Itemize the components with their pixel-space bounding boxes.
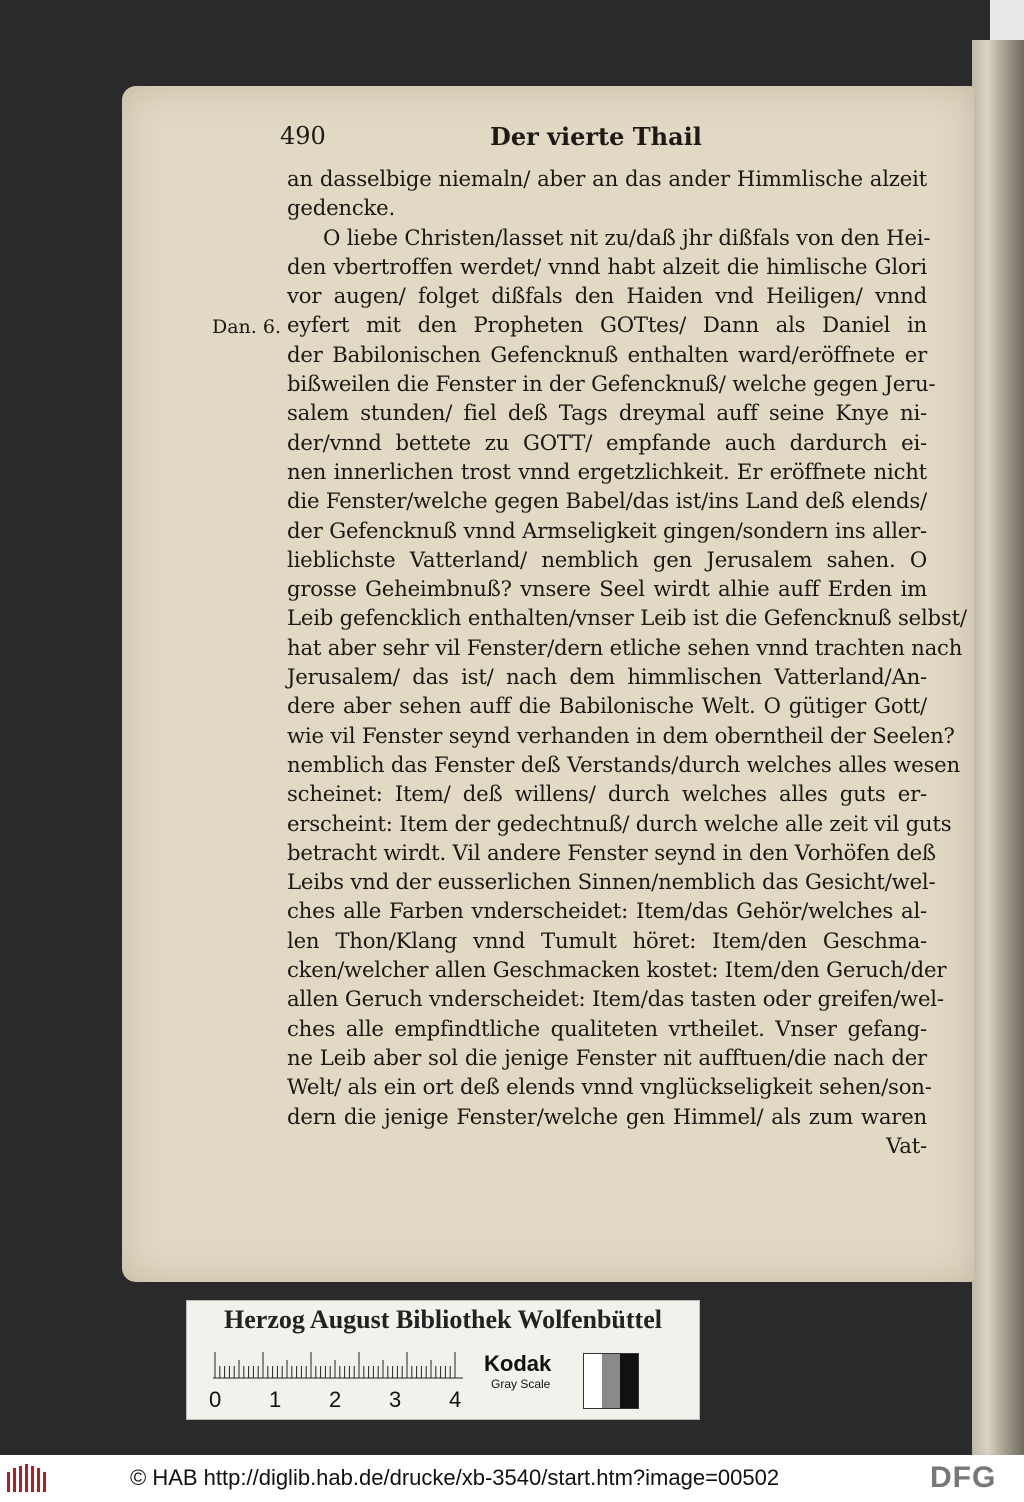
text-line: der Gefencknuß vnnd Armseligkeit gingen/sondern ins aller-	[287, 517, 927, 543]
book-edge	[972, 40, 1024, 1455]
text-line: der Babilonischen Gefencknuß enthalten ward/eröffnete er	[287, 341, 927, 367]
text-line: vor augen/ folget dißfals den Haiden vnd Heiligen/ vnnd	[287, 283, 927, 309]
text-line: len Thon/Klang vnnd Tumult höret: Item/den Geschma-	[287, 927, 927, 953]
page-number: 490	[280, 122, 326, 150]
ruler-number: 0	[209, 1387, 222, 1412]
ruler-numbers	[207, 1387, 477, 1413]
body-text	[287, 164, 967, 1160]
scan-margin	[990, 0, 1024, 40]
text-line: dern die jenige Fenster/welche gen Himmel/ als zum waren	[287, 1103, 927, 1129]
hab-logo-icon	[6, 1464, 48, 1494]
text-line: scheinet: Item/ deß willens/ durch welches alles guts er-	[287, 781, 927, 807]
text-line: nemblich das Fenster deß Verstands/durch welches alles wesen	[287, 751, 960, 777]
text-line: dere aber sehen auff die Babilonische Welt. O gütiger Gott/	[287, 693, 927, 719]
page-header	[280, 122, 930, 162]
text-line: O liebe Christen/lasset nit zu/daß jhr dißfals von den Hei-	[323, 224, 931, 250]
ruler-number: 4	[449, 1387, 462, 1412]
text-line: wie vil Fenster seynd verhanden in dem oberntheil der Seelen?	[287, 722, 955, 748]
text-line: die Fenster/welche gegen Babel/das ist/ins Land deß elends/	[287, 488, 927, 514]
text-line: ches alle Farben vnderscheidet: Item/das Gehör/welches al-	[287, 898, 927, 924]
kodak-brand: Kodak	[484, 1351, 552, 1376]
color-calibration-label	[186, 1300, 700, 1420]
text-line: an dasselbige niemaln/ aber an das ander Himmlische alzeit	[287, 166, 927, 191]
text-line: Welt/ als ein ort deß elends vnnd vnglückseligkeit sehen/son-	[287, 1074, 932, 1100]
gray-scale-label: Gray Scale	[491, 1377, 551, 1391]
text-line: cken/welcher allen Geschmacken kostet: Item/den Geruch/der	[287, 957, 947, 983]
ruler-scale	[213, 1351, 463, 1379]
text-line: den vbertroffen werdet/ vnnd habt alzeit die himlische Glori	[287, 253, 927, 279]
text-line: allen Geruch vnderscheidet: Item/das tasten oder greifen/wel-	[287, 986, 944, 1012]
text-line: Jerusalem/ das ist/ nach dem himmlischen Vatterland/An-	[287, 664, 927, 690]
ruler-number: 1	[269, 1387, 282, 1412]
copyright-link[interactable]: © HAB http://diglib.hab.de/drucke/xb-3540/start.htm?image=00502	[130, 1465, 780, 1490]
text-line: bißweilen die Fenster in der Gefencknuß/ welche gegen Jeru-	[287, 371, 936, 397]
text-line: betracht wirdt. Vil andere Fenster seynd in den Vorhöfen deß	[287, 839, 936, 865]
text-line: salem stunden/ fiel deß Tags dreymal auff seine Knye ni-	[287, 400, 927, 426]
text-line: lieblichste Vatterland/ nemblich gen Jerusalem sahen. O	[287, 546, 927, 572]
dfg-logo: DFG	[930, 1461, 997, 1494]
text-line: der/vnnd bettete zu GOTT/ empfande auch dardurch ei-	[287, 429, 927, 455]
gray-swatch	[583, 1353, 639, 1409]
text-line: Leibs vnd der eusserlichen Sinnen/nemblich das Gesicht/wel-	[287, 869, 936, 895]
text-line: ches alle empfindtliche qualiteten vrtheilet. Vnser gefang-	[287, 1015, 927, 1041]
text-line: gedencke.	[287, 195, 396, 221]
text-line: grosse Geheimbnuß? vnsere Seel wirdt alhie auff Erden im	[287, 576, 927, 602]
ruler-number: 3	[389, 1387, 402, 1412]
marginal-note: Dan. 6.	[212, 316, 282, 338]
ruler-number: 2	[329, 1387, 342, 1412]
text-line: ne Leib aber sol die jenige Fenster nit aufftuen/die nach der	[287, 1044, 927, 1070]
text-line: hat aber sehr vil Fenster/dern etliche sehen vnnd trachten nach	[287, 634, 963, 660]
institution-name: Herzog August Bibliothek Wolfenbüttel	[224, 1305, 662, 1334]
text-line: erscheint: Item der gedechtnuß/ durch welche alle zeit vil guts	[287, 810, 952, 836]
text-line: nen innerlichen trost vnnd ergetzlichkeit. Er eröffnete nicht	[287, 458, 927, 484]
text-line: eyfert mit den Propheten GOTtes/ Dann als Daniel in	[287, 312, 927, 338]
running-head: Der vierte Thail	[490, 122, 702, 151]
catchword: Vat-	[886, 1132, 927, 1158]
text-line: Leib gefencklich enthalten/vnser Leib ist die Gefencknuß selbst/	[287, 605, 967, 631]
footer-bar	[0, 1455, 1024, 1502]
